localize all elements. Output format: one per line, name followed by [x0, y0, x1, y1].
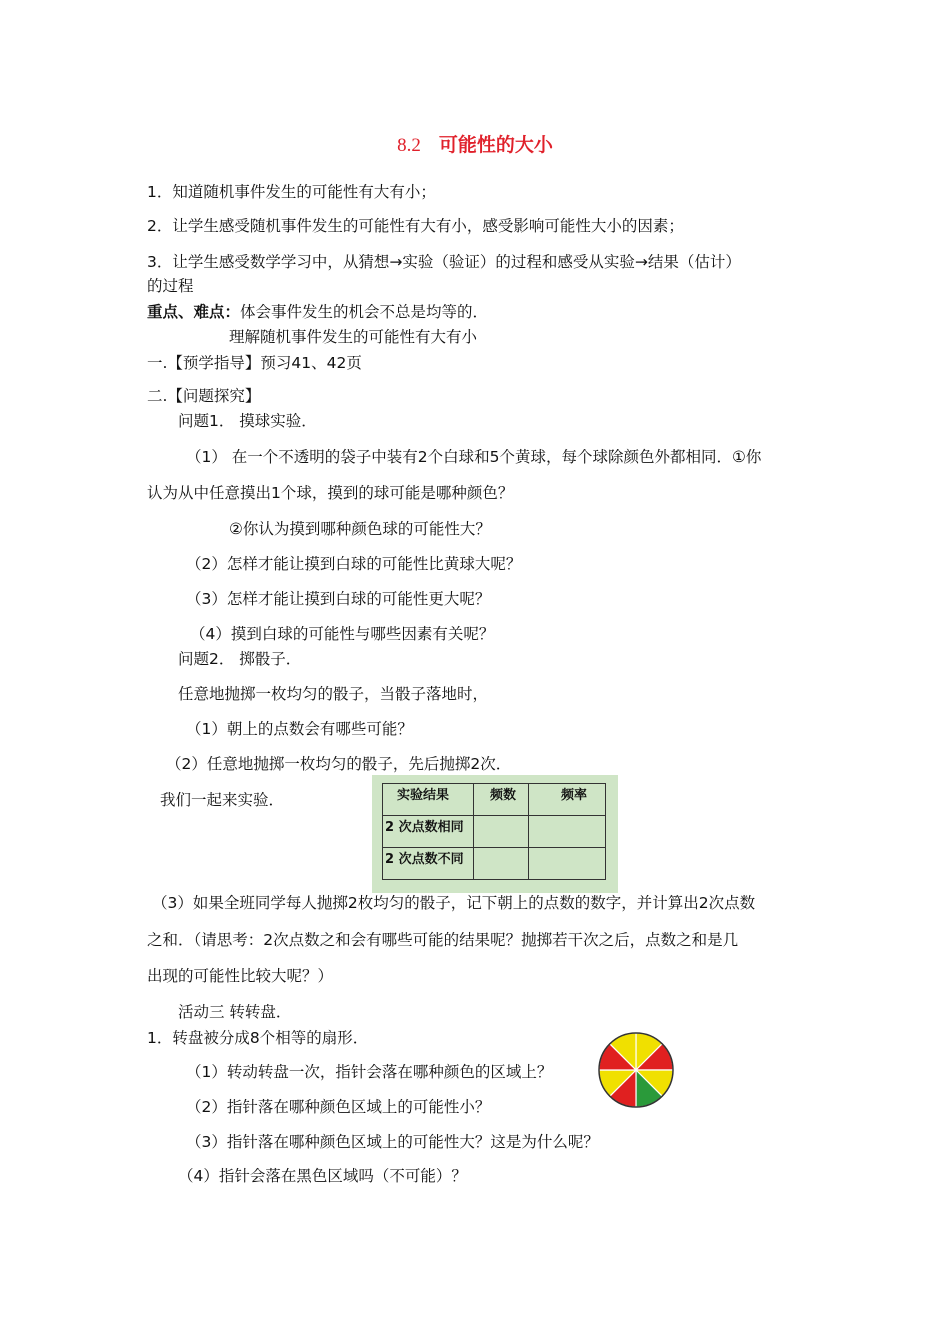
- row-label-different: 2 次点数不同: [383, 848, 474, 880]
- table-row: [383, 848, 606, 880]
- objective-2: 2．让学生感受随机事件发生的可能性有大有小，感受影响可能性大小的因素；: [147, 217, 684, 235]
- objective-3: 3．让学生感受数学学习中，从猜想→实验（验证）的过程和感受从实验→结果（估计）: [147, 253, 741, 271]
- problem1-q1a: （1） 在一个不透明的袋子中装有2个白球和5个黄球，每个球除颜色外都相同．①你: [186, 448, 762, 466]
- experiment-table: [382, 783, 606, 880]
- activity3-q4: （4）指针会落在黑色区域吗（不可能）？: [178, 1167, 467, 1185]
- activity3-q1: （1）转动转盘一次，指针会落在哪种颜色的区域上？: [186, 1063, 553, 1081]
- section-preview: 一.【预学指导】预习41、42页: [147, 354, 362, 372]
- problem2-q2: （2）任意地抛掷一枚均匀的骰子，先后抛掷2次．: [166, 755, 512, 773]
- title-text: 可能性的大小: [438, 134, 553, 156]
- table-header-row: [383, 784, 606, 816]
- problem1-q3: （3）怎样才能让摸到白球的可能性更大呢？: [186, 590, 491, 608]
- activity3-intro: 1．转盘被分成8个相等的扇形．: [147, 1029, 369, 1047]
- key-points-label: 重点、难点：: [147, 303, 241, 321]
- objective-3-cont: 的过程: [147, 277, 194, 295]
- problem2-q3a: （3）如果全班同学每人抛掷2枚均匀的骰子，记下朝上的点数的数字，并计算出2次点数: [152, 894, 756, 912]
- problem1-q1c: ②你认为摸到哪种颜色球的可能性大？: [229, 520, 491, 538]
- problem2-heading: 问题2． 掷骰子．: [178, 650, 302, 668]
- activity3-heading: 活动三 转转盘．: [178, 1003, 292, 1021]
- spinner-wheel: [596, 1030, 676, 1110]
- cell-different-rate[interactable]: [529, 848, 606, 880]
- problem2-intro: 任意地抛掷一枚均匀的骰子，当骰子落地时，: [178, 685, 489, 703]
- key-points-line1: 体会事件发生的机会不总是均等的．: [240, 303, 489, 321]
- title-number: 8.2: [397, 135, 421, 156]
- table-row: [383, 816, 606, 848]
- problem1-q2: （2）怎样才能让摸到白球的可能性比黄球大呢？: [186, 555, 522, 573]
- cell-different-frequency[interactable]: [474, 848, 529, 880]
- problem2-q3c: 出现的可能性比较大呢？）: [147, 967, 334, 985]
- problem1-q1b: 认为从中任意摸出1个球，摸到的球可能是哪种颜色？: [147, 484, 514, 502]
- cell-same-frequency[interactable]: [474, 816, 529, 848]
- objective-1: 1．知道随机事件发生的可能性有大有小；: [147, 183, 436, 201]
- cell-same-rate[interactable]: [529, 816, 606, 848]
- key-points: [147, 302, 488, 322]
- experiment-table-panel: [372, 775, 618, 893]
- experiment-text: 我们一起来实验．: [160, 791, 285, 809]
- header-frequency: 频数: [474, 784, 529, 816]
- problem1-q4: （4）摸到白球的可能性与哪些因素有关呢？: [190, 625, 495, 643]
- header-rate: 频率: [529, 784, 606, 816]
- key-points-line2: 理解随机事件发生的可能性有大有小: [229, 328, 478, 346]
- problem2-q3b: 之和．（请思考：2次点数之和会有哪些可能的结果呢？抛掷若干次之后，点数之和是几: [147, 931, 739, 949]
- problem2-q1: （1）朝上的点数会有哪些可能？: [186, 720, 413, 738]
- section-explore: 二.【问题探究】: [147, 387, 261, 405]
- page-title: [0, 130, 950, 157]
- row-label-same: 2 次点数相同: [383, 816, 474, 848]
- header-result: 实验结果: [383, 784, 474, 816]
- activity3-q2: （2）指针落在哪种颜色区域上的可能性小？: [186, 1098, 491, 1116]
- problem1-heading: 问题1． 摸球实验．: [178, 412, 317, 430]
- activity3-q3: （3）指针落在哪种颜色区域上的可能性大？这是为什么呢？: [186, 1133, 599, 1151]
